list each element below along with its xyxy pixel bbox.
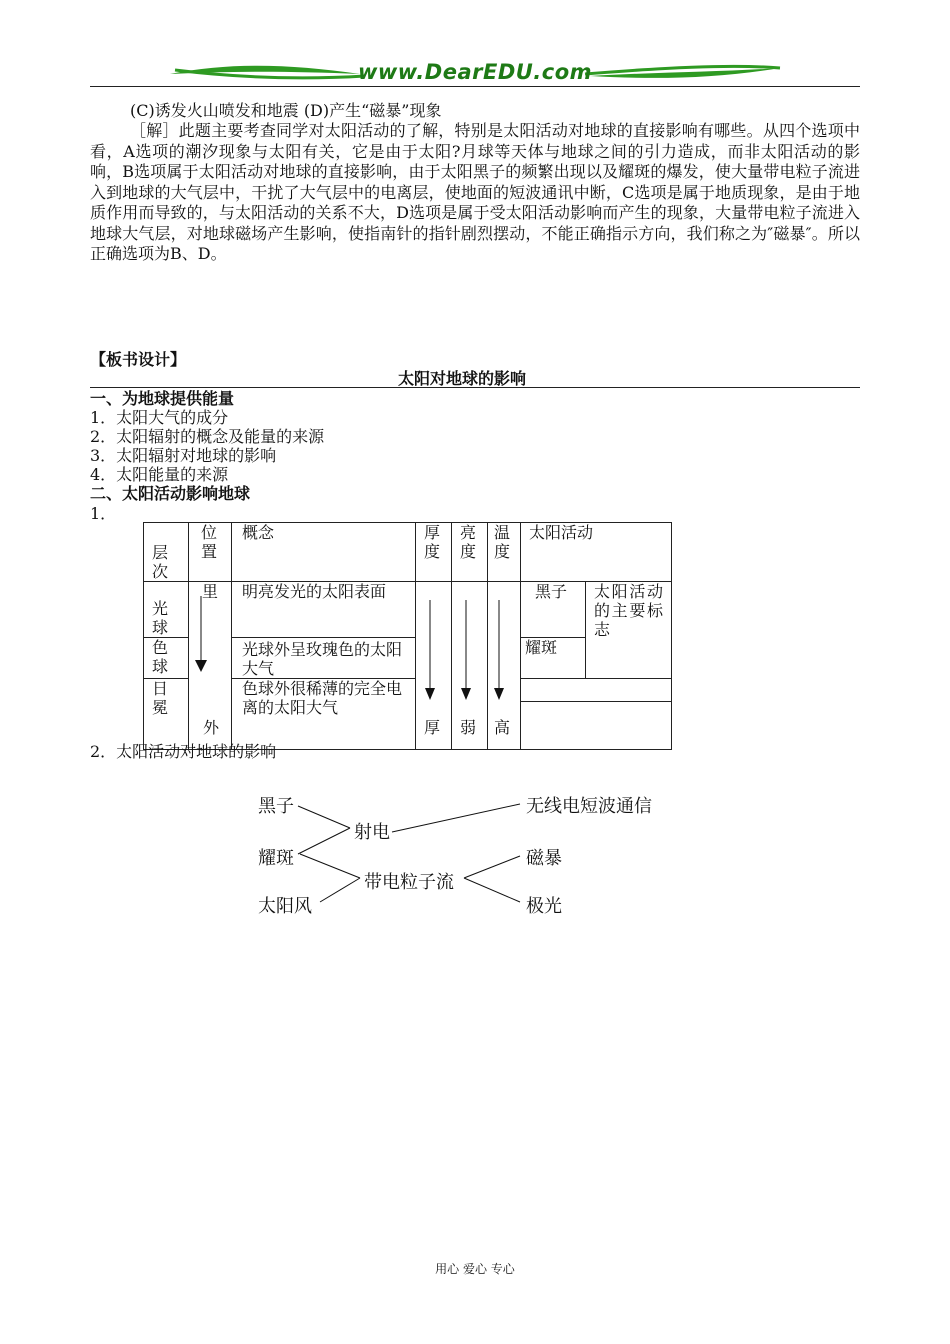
list-item: 4．太阳能量的来源 bbox=[90, 465, 229, 484]
position-arrow-icon bbox=[189, 582, 232, 740]
activity-sunspot: 黑子 bbox=[521, 582, 586, 638]
header-solar-activity: 太阳活动 bbox=[521, 523, 672, 582]
temperature-column: 高 bbox=[488, 582, 521, 750]
layer-chromosphere: 色 球 bbox=[144, 638, 189, 679]
list-item: 1．太阳大气的成分 bbox=[90, 408, 229, 427]
source-flare: 耀斑 bbox=[258, 848, 294, 869]
effect-aurora: 极光 bbox=[526, 896, 562, 917]
list-item: 2．太阳辐射的概念及能量的来源 bbox=[90, 427, 325, 446]
header-thickness: 厚 度 bbox=[416, 523, 452, 582]
header-rule bbox=[90, 86, 860, 87]
section-1-title: 一、为地球提供能量 bbox=[90, 389, 235, 408]
list-item: 3．太阳辐射对地球的影响 bbox=[90, 446, 277, 465]
brightness-column: 弱 bbox=[452, 582, 488, 750]
thickness-column: 厚 bbox=[416, 582, 452, 750]
header-brightness: 亮 度 bbox=[452, 523, 488, 582]
activity-main-sign: 太阳活动的主要标志 bbox=[586, 582, 672, 679]
header-concept: 概念 bbox=[232, 523, 416, 582]
source-sunspot: 黑子 bbox=[258, 796, 294, 817]
list-item: 2．太阳活动对地球的影响 bbox=[90, 742, 277, 761]
analysis-paragraph: ［解］此题主要考查同学对太阳活动的了解，特别是太阳活动对地球的直接影响有哪些。从四个选项中看，A选项的潮汐现象与太阳有关，它是由于太阳?月球等天体与地球之间的引力造成，而非太阳活动的影响，B选项属于太阳活动对地球的直接影响，由于太阳黑子的频繁出现以及耀斑的爆发，使大量带电粒子流进入到地球的大气层中，干扰了大气层中的电离层，使地面的短波通讯中断，C选项是属于地质现象，是由于地质作用而导致的，与太阳活动的关系不大，D选项是属于受太阳活动影响而产生的现象，大量带电粒子流进入地球大气层，对地球磁场产生影响，使指南针的指针剧烈摆动，不能正确指示方向，我们称之为″磁暴″。所以正确选项为B、D。 bbox=[90, 121, 860, 263]
concept-corona: 色球外很稀薄的完全电离的太阳大气 bbox=[232, 679, 416, 750]
header-position: 位 置 bbox=[189, 523, 232, 582]
header-layer: 层 次 bbox=[144, 523, 189, 582]
list-item-number: 1． bbox=[90, 504, 117, 523]
effect-magnetic-storm: 磁暴 bbox=[526, 848, 562, 869]
position-column: 里 外 bbox=[189, 582, 232, 750]
section-2-title: 二、太阳活动影响地球 bbox=[90, 484, 251, 503]
site-logo-text: www.DearEDU.com bbox=[357, 60, 593, 84]
influence-diagram bbox=[252, 788, 692, 928]
concept-photosphere: 明亮发光的太阳表面 bbox=[232, 582, 416, 638]
sun-layers-table bbox=[143, 522, 672, 750]
header-temperature: 温 度 bbox=[488, 523, 521, 582]
board-title: 太阳对地球的影响 bbox=[398, 369, 527, 388]
activity-flare: 耀斑 bbox=[521, 638, 586, 679]
board-heading: 【板书设计】 bbox=[90, 350, 187, 369]
node-charged-particles: 带电粒子流 bbox=[364, 872, 454, 893]
thickness-arrow-icon bbox=[416, 582, 452, 740]
activity-empty bbox=[521, 679, 672, 750]
node-radio-emission: 射电 bbox=[354, 822, 390, 843]
source-solar-wind: 太阳风 bbox=[258, 896, 312, 917]
layer-photosphere: 光 球 bbox=[144, 582, 189, 638]
layer-corona: 日 冕 bbox=[144, 679, 189, 750]
page-footer: 用心 爱心 专心 bbox=[435, 1262, 515, 1276]
concept-chromosphere: 光球外呈玫瑰色的太阳大气 bbox=[232, 638, 416, 679]
effect-radio-communication: 无线电短波通信 bbox=[526, 796, 652, 817]
title-rule bbox=[90, 387, 860, 388]
options-line: (C)诱发火山喷发和地震 (D)产生“磁暴”现象 bbox=[130, 101, 442, 120]
brightness-arrow-icon bbox=[452, 582, 488, 740]
temperature-arrow-icon bbox=[488, 582, 521, 740]
